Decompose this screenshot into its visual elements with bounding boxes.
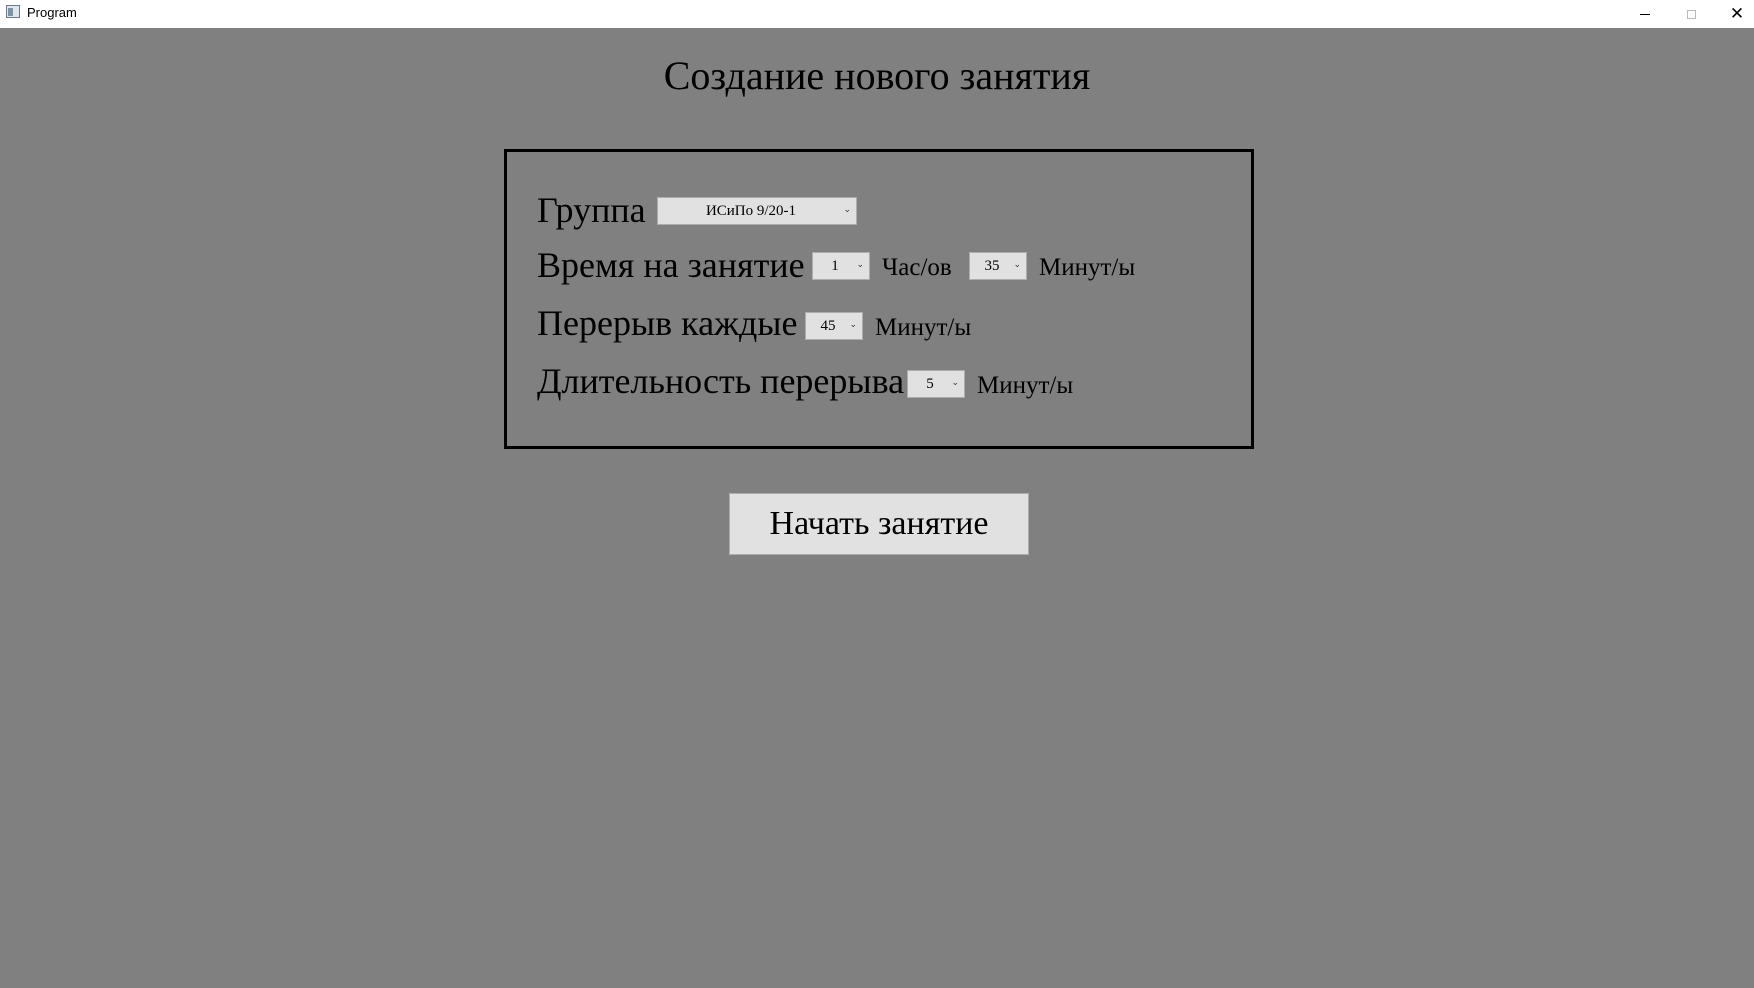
app-icon	[6, 5, 20, 18]
minutes-unit-label: Минут/ы	[1039, 254, 1136, 281]
close-icon: ✕	[1729, 3, 1745, 24]
minimize-icon	[1640, 14, 1650, 15]
break-duration-unit-label: Минут/ы	[977, 372, 1074, 399]
maximize-icon	[1687, 10, 1696, 19]
page-title: Создание нового занятия	[663, 53, 1091, 98]
lesson-hours-value: 1	[831, 257, 839, 274]
window-title: Program	[27, 5, 77, 20]
start-lesson-button[interactable]: Начать занятие	[729, 493, 1029, 555]
maximize-button[interactable]	[1669, 0, 1713, 28]
break-duration-value: 5	[926, 375, 934, 392]
chevron-down-icon: ⌄	[1013, 260, 1021, 270]
window-titlebar	[0, 0, 1754, 28]
close-button[interactable]	[1715, 0, 1754, 28]
group-label: Группа	[537, 190, 646, 230]
break-duration-select[interactable]	[907, 370, 965, 398]
break-every-label: Перерыв каждые	[537, 303, 798, 343]
minimize-button[interactable]	[1623, 0, 1667, 28]
group-select-value: ИСиПо 9/20-1	[705, 202, 797, 219]
lesson-time-label: Время на занятие	[537, 245, 805, 285]
break-every-select[interactable]	[805, 312, 863, 340]
lesson-settings-panel	[504, 149, 1254, 449]
lesson-minutes-value: 35	[984, 257, 1000, 274]
chevron-down-icon: ⌄	[843, 205, 851, 215]
break-every-value: 45	[820, 317, 836, 334]
chevron-down-icon: ⌄	[951, 378, 959, 388]
chevron-down-icon: ⌄	[856, 260, 864, 270]
break-every-unit-label: Минут/ы	[875, 314, 972, 341]
lesson-minutes-select[interactable]	[969, 252, 1027, 280]
hours-unit-label: Час/ов	[882, 254, 952, 281]
lesson-hours-select[interactable]	[812, 252, 870, 280]
break-duration-label: Длительность перерыва	[537, 361, 905, 401]
chevron-down-icon: ⌄	[849, 320, 857, 330]
group-select[interactable]	[657, 197, 857, 225]
